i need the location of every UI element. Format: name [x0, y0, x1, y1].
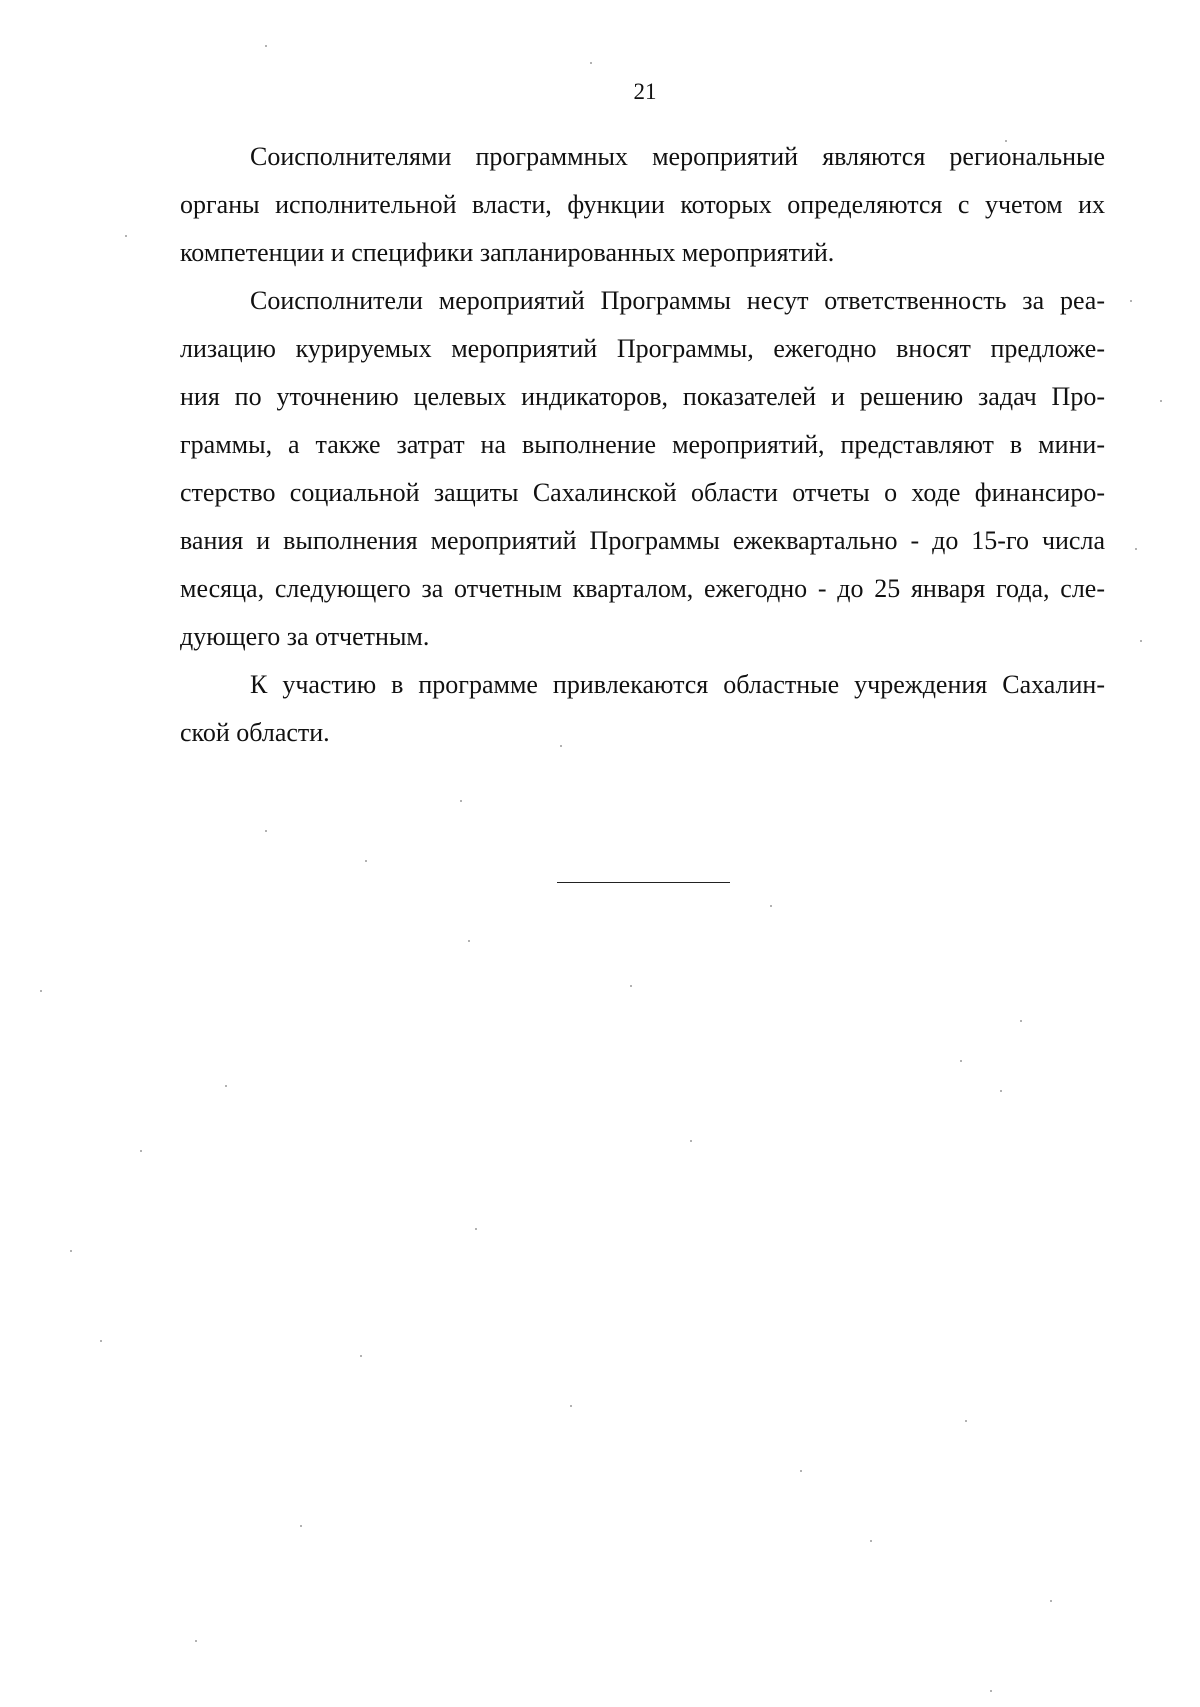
text-line: органы исполнительной власти, функции которых определяются с учетом их	[180, 190, 1105, 219]
text-line: стерство социальной защиты Сахалинской области отчеты о ходе финансиро-	[180, 478, 1105, 507]
paragraph-responsibility	[180, 277, 1105, 661]
page-number: 21	[633, 79, 657, 104]
text-line: вания и выполнения мероприятий Программы ежеквартально - до 15-го числа	[180, 526, 1105, 555]
text-line: месяца, следующего за отчетным кварталом, ежегодно - до 25 января года, сле-	[180, 574, 1105, 603]
text-line: компетенции и специфики запланированных мероприятий.	[180, 238, 835, 267]
text-line: ния по уточнению целевых индикаторов, показателей и решению задач Про-	[180, 382, 1105, 411]
paragraph-institutions	[180, 661, 1105, 757]
text-line: лизацию курируемых мероприятий Программы, ежегодно вносят предложе-	[180, 334, 1105, 363]
text-line: ской области.	[180, 718, 330, 747]
text-line: Соисполнители мероприятий Программы несут ответственность за реа-	[250, 286, 1105, 315]
text-line: Соисполнителями программных мероприятий являются региональные	[250, 142, 1105, 171]
document-body	[180, 133, 1105, 757]
text-line: К участию в программе привлекаются областные учреждения Сахалин-	[250, 670, 1105, 699]
text-line: граммы, а также затрат на выполнение мероприятий, представляют в мини-	[180, 430, 1105, 459]
closing-separator-line	[557, 882, 730, 883]
paragraph-coexecutors	[180, 133, 1105, 277]
text-line: дующего за отчетным.	[180, 622, 430, 651]
